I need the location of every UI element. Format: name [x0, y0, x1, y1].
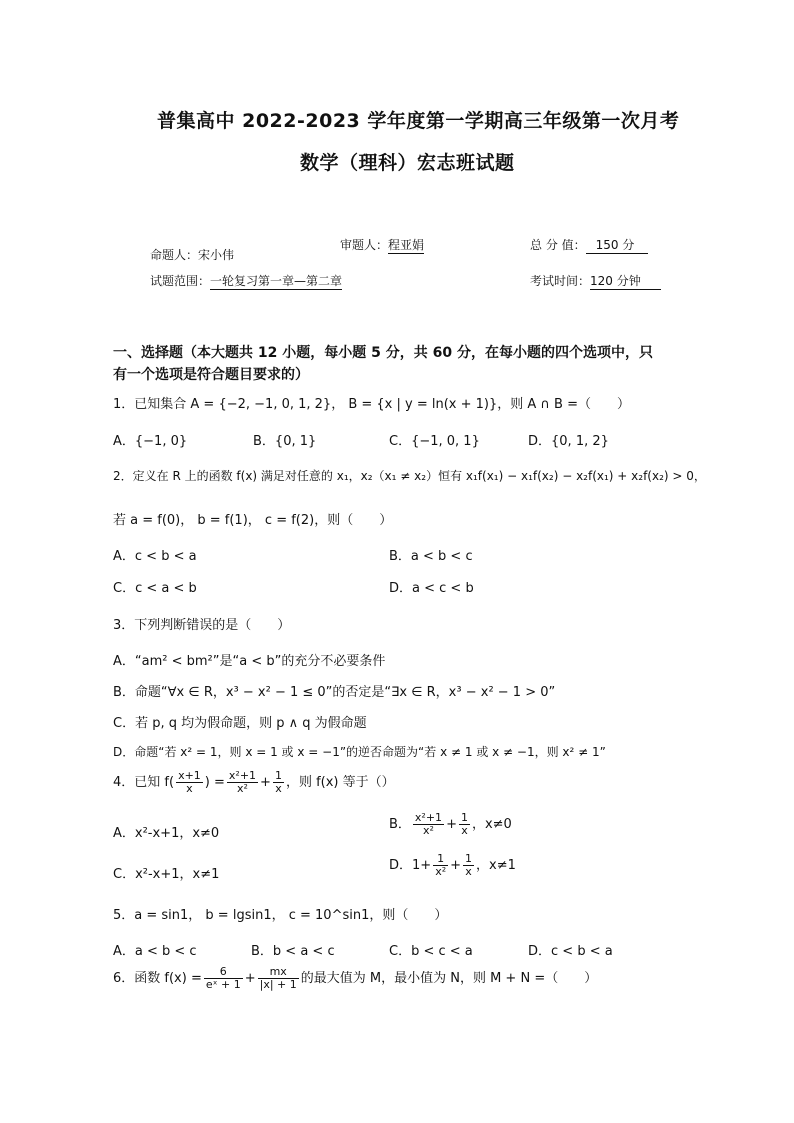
section-heading-line1: 一、选择题（本大题共 12 小题，每小题 5 分，共 60 分，在每小题的四个选项中，只	[113, 345, 653, 361]
question-4-option-c: C．x²-x+1，x≠1	[113, 867, 220, 882]
section-heading-line2: 有一个选项是符合题目要求的）	[113, 367, 309, 383]
question-4-stem: 4．已知 f( $\frac{x+1}{x}$ ) = $\frac{\text{x²+1}}{\text{x²}}$ + $\frac{1}{x}$ ，则 f(x) 等于（）	[113, 769, 395, 795]
question-3-option-a: A．“am² < bm²”是“a < b”的充分不必要条件	[113, 654, 386, 669]
question-2-stem-line2: 若 a = f(0)， b = f(1)， c = f(2)，则（ ）	[113, 513, 393, 528]
q4-fraction-2-num: x²+1	[228, 769, 257, 782]
q4-fraction-1-num: x+1	[178, 769, 201, 782]
question-3-option-d: D．命题“若 x² = 1，则 x = 1 或 x = −1”的逆否命题为“若 x ≠ 1 或 x ≠ −1，则 x² ≠ 1”	[113, 745, 606, 759]
q4-option-d-suffix: ，x≠1	[476, 858, 516, 873]
q4-option-b-fraction-1-den: x²	[423, 824, 434, 837]
reviewer-value: 程亚娟	[388, 238, 425, 252]
question-5-option-d: D．c < b < a	[528, 944, 613, 959]
q4-fraction-3	[273, 770, 284, 795]
q4-fraction-1-den: x	[186, 782, 193, 795]
scope-label: 试题范围：	[150, 274, 211, 288]
q4-option-b-prefix: B．	[389, 817, 411, 832]
q4-option-b-fraction-2-num: 1	[460, 811, 468, 824]
score-value: 150 分	[586, 238, 649, 254]
question-4-option-b: B． $\frac{\text{x²+1}}{\text{x²}}$ + $\frac{1}{x}$ ，x≠0	[389, 811, 512, 837]
question-2-stem-line1: 2．定义在 R 上的函数 f(x) 满足对任意的 x₁，x₂（x₁ ≠ x₂）恒有 x₁f(x₁) − x₁f(x₂) − x₂f(x₁) + x₂f(x₂) > 0，	[113, 469, 706, 483]
q6-stem-prefix: 6．函数 f(x) =	[113, 971, 202, 986]
reviewer-label: 审题人：	[340, 238, 389, 252]
question-1-option-c: C．{−1, 0, 1}	[389, 434, 480, 449]
q6-fraction-1-den: eˣ + 1	[205, 978, 241, 991]
q4-stem-mid: ) =	[204, 775, 225, 790]
question-3-option-c: C．若 p, q 均为假命题，则 p ∧ q 为假命题	[113, 716, 367, 731]
question-3-option-b: B．命题“∀x ∈ R，x³ − x² − 1 ≤ 0”的否定是“∃x ∈ R，x³ − x² − 1 > 0”	[113, 685, 556, 700]
q4-stem-suffix: ，则 f(x) 等于（）	[285, 775, 395, 790]
question-2-option-a: A．c < b < a	[113, 549, 197, 564]
q4-option-d-fraction-2-den: x	[465, 865, 472, 878]
total-score-info	[530, 236, 648, 253]
question-1-option-a: A．{−1, 0}	[113, 434, 188, 449]
page-title-line1: 普集高中 2022-2023 学年度第一学期高三年级第一次月考	[157, 110, 680, 132]
q4-fraction-3-den: x	[275, 782, 282, 795]
question-6-stem: 6．函数 f(x) = $\frac{6}{\text{eˣ + 1}}$ + $\frac{mx}{|x| + 1}$ 的最大值为 M，最小值为 N，则 M + N =（ ）	[113, 965, 598, 991]
q4-option-d-fraction-1-num: 1	[433, 853, 448, 866]
q4-option-d-fraction-1-den: x²	[435, 865, 447, 878]
question-3-stem: 3．下列判断错误的是（ ）	[113, 618, 291, 633]
q4-option-b-fraction-1	[413, 812, 444, 837]
q6-stem-suffix: 的最大值为 M，最小值为 N，则 M + N =（ ）	[300, 971, 598, 986]
question-2-option-d: D．a < c < b	[389, 581, 474, 596]
score-label: 总 分 值：	[530, 238, 586, 252]
scope-value: 一轮复习第一章—第二章	[210, 274, 343, 288]
question-4-option-a: A．x²-x+1，x≠0	[113, 826, 220, 841]
reviewer-info	[340, 236, 424, 253]
q6-fraction-1-num: 6	[204, 966, 243, 979]
scope-info	[150, 272, 342, 289]
page-title-line2: 数学（理科）宏志班试题	[300, 152, 515, 174]
q4-option-d-fraction-1	[433, 853, 448, 878]
q4-option-b-fraction-2	[459, 812, 470, 837]
question-5-option-c: C．b < c < a	[389, 944, 473, 959]
q4-option-d-fraction-2	[463, 853, 474, 878]
q4-fraction-2	[227, 770, 258, 795]
question-5-option-a: A．a < b < c	[113, 944, 197, 959]
q4-option-d-fraction-2-num: 1	[465, 852, 473, 865]
question-5-option-b: B．b < a < c	[251, 944, 335, 959]
q4-fraction-2-den: x²	[237, 782, 248, 795]
question-2-option-b: B．a < b < c	[389, 549, 473, 564]
question-5-stem: 5．a = sin1， b = lgsin1， c = 10^sin1，则（ ）	[113, 908, 448, 923]
q4-fraction-1	[176, 770, 203, 795]
time-value: 120 分钟	[590, 274, 661, 290]
question-1-option-b: B．{0, 1}	[253, 434, 317, 449]
question-1-stem: 1．已知集合 A = {−2, −1, 0, 1, 2}， B = {x | y = ln(x + 1)}，则 A ∩ B =（ ）	[113, 397, 630, 412]
q4-option-b-fraction-2-den: x	[461, 824, 468, 837]
question-1-option-d: D．{0, 1, 2}	[528, 434, 609, 449]
q6-fraction-2	[258, 966, 299, 991]
q4-fraction-3-num: 1	[274, 769, 282, 782]
q6-fraction-1	[204, 966, 243, 991]
time-label: 考试时间：	[530, 274, 591, 288]
exam-time-info	[530, 272, 661, 289]
q4-option-b-fraction-1-num: x²+1	[414, 811, 443, 824]
question-2-option-c: C．c < a < b	[113, 581, 197, 596]
q4-stem-prefix: 4．已知 f(	[113, 775, 175, 790]
q6-fraction-2-num: mx	[258, 966, 299, 979]
q4-option-d-prefix: D．1+	[389, 858, 432, 873]
q6-fraction-2-den: |x| + 1	[259, 978, 297, 991]
author-label: 命题人：宋小伟	[150, 248, 235, 262]
q4-option-b-suffix: ，x≠0	[471, 817, 512, 832]
question-4-option-d: D．1+ $\frac{1}{\text{x²}}$ + $\frac{1}{x}$ ，x≠1	[389, 852, 516, 878]
